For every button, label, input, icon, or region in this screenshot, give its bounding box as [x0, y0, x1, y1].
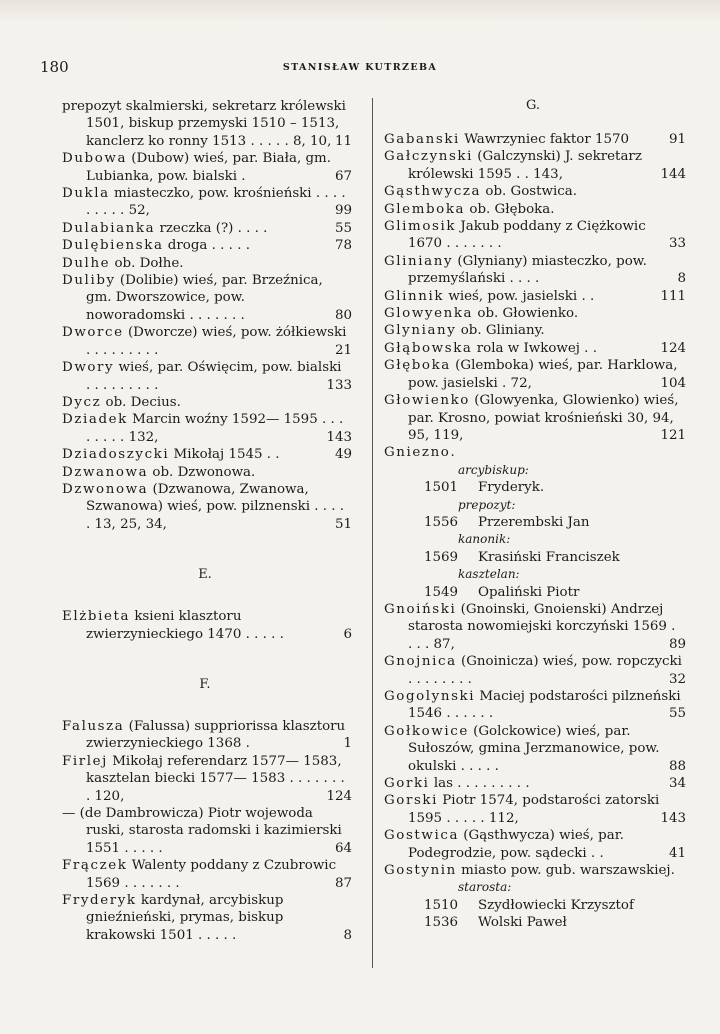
entry-pages: 11 — [334, 133, 352, 149]
entry-text: (Falussa) suppriorissa klasztoru zwierzynieckiego 1368 . — [86, 718, 346, 752]
entry-pages: 33 — [668, 236, 686, 252]
index-entry — [62, 892, 352, 944]
entry-pages: 8 — [677, 271, 686, 287]
index-entry — [384, 688, 686, 723]
entry-keyword: Gniezno — [384, 445, 451, 461]
entry-keyword: Głąbowska — [384, 340, 473, 356]
sub-name: Wolski Paweł — [478, 915, 567, 931]
entry-text: Piotr 1574, podstarości zatorski 1595 . . . . . 112, — [408, 793, 660, 826]
sub-entry — [384, 479, 682, 496]
entry-keyword: Gabanski — [384, 132, 460, 147]
entry-pages: 51 — [334, 516, 352, 532]
index-entry — [384, 340, 686, 357]
e-entries — [62, 608, 352, 643]
index-entry — [62, 753, 352, 805]
entry-pages: 34 — [668, 776, 686, 792]
entry-text: (Dolibie) wieś, par. Brzeźnica, gm. Dworszowice, pow. noworadomski . . . . . . . — [86, 273, 323, 323]
entry-keyword: Głowienko — [384, 393, 470, 409]
right-column — [384, 98, 686, 932]
index-entry — [62, 394, 348, 411]
sub-name: Krasiński Franciszek — [478, 549, 620, 565]
entry-text: miasteczko, pow. krośnieński . . . . . . . . . 52, — [86, 186, 346, 219]
index-entry — [384, 131, 686, 148]
sub-name: Szydłowiecki Krzysztof — [478, 897, 634, 913]
entry-pages: 88 — [668, 758, 686, 774]
entry-text: Maciej podstarości pilzneński 1546 . . . . . . — [408, 689, 681, 722]
index-entry — [62, 805, 352, 857]
entry-keyword: Gnoiński — [384, 601, 457, 617]
index-entry — [384, 253, 686, 288]
sub-entry — [384, 914, 682, 931]
index-entry — [384, 288, 686, 305]
entry-pages: 21 — [334, 342, 352, 358]
index-entry — [62, 464, 348, 481]
entry-keyword: Dukla — [62, 186, 110, 202]
g-entries-b — [384, 601, 686, 880]
entry-keyword: Duliby — [62, 273, 116, 289]
entry-text: Wawrzyniec faktor 1570 — [459, 132, 630, 147]
index-entry — [384, 322, 682, 339]
entry-pages: 80 — [334, 307, 352, 323]
entry-text: (Galczynski) J. sekretarz królewski 1595 . . 143, — [408, 149, 642, 182]
section-heading-e: E. — [198, 567, 212, 583]
index-entry — [62, 98, 352, 150]
entry-pages: 89 — [668, 636, 686, 652]
index-entry — [384, 218, 686, 253]
sub-name: Przerembski Jan — [478, 514, 590, 530]
sub-year: 1501 — [424, 480, 459, 496]
entry-keyword: Dwory — [62, 360, 115, 376]
entry-text: . — [450, 445, 455, 461]
gniezno-subentries — [384, 462, 682, 601]
index-entry — [384, 723, 686, 775]
sub-role: prepozyt: — [458, 497, 516, 512]
index-entry — [62, 150, 352, 185]
entry-keyword: Glimosik — [384, 219, 457, 235]
index-entry — [62, 411, 352, 446]
entry-text: ksieni klasztoru zwierzynieckiego 1470 . . . . . — [86, 609, 284, 642]
index-entry — [62, 324, 352, 359]
entry-keyword: Dulębienska — [62, 238, 164, 254]
entry-text: prepozyt skalmierski, sekretarz królewski 1501, biskup przemyski 1510 – 1513, kanclerz ko ronny 1513 . . . . . 8, 10, — [62, 99, 346, 149]
entry-text: droga . . . . . — [163, 238, 250, 254]
entry-keyword: Gostwica — [384, 828, 460, 844]
entry-keyword: Dulabianka — [62, 220, 156, 236]
entry-pages: 41 — [668, 845, 686, 861]
entry-pages: 64 — [334, 840, 352, 856]
entry-text: (Gnoinicza) wieś, pow. ropczycki . . . . . . . . — [408, 654, 682, 687]
entry-pages: 67 — [334, 168, 352, 184]
sub-entry — [384, 549, 682, 566]
index-entry — [384, 201, 682, 218]
index-entry — [384, 775, 686, 792]
entry-keyword: Gorski — [384, 793, 439, 809]
entry-text: ob. Głęboka. — [465, 201, 555, 217]
index-entry — [62, 255, 348, 272]
section-heading-f: F. — [199, 676, 211, 692]
index-entry — [384, 862, 682, 879]
index-entry — [62, 220, 352, 237]
entry-pages: 143 — [660, 810, 686, 826]
entry-keyword: Dzwanowa — [62, 464, 149, 480]
index-entry — [384, 792, 686, 827]
index-entry — [384, 601, 686, 653]
entry-text: (Gąsthwycza) wieś, par. Podegrodzie, pow. sądecki . . — [408, 828, 624, 861]
index-entry — [62, 857, 352, 892]
entry-text: rola w Iwkowej . . — [472, 340, 597, 356]
entry-pages: 32 — [668, 671, 686, 687]
sub-role: starosta: — [458, 880, 512, 895]
entry-keyword: Gałczynski — [384, 149, 474, 165]
running-head: STANISŁAW KUTRZEBA — [282, 62, 438, 73]
index-entry — [62, 446, 352, 463]
entry-text: (Golckowice) wieś, par. Sułoszów, gmina Jerzmanowice, pow. okulski . . . . . — [408, 723, 660, 774]
entry-keyword: Falusza — [62, 718, 125, 734]
entry-text: (Glemboka) wieś, par. Harklowa, pow. jasielski . 72, — [408, 358, 678, 391]
entry-keyword: Dworce — [62, 325, 124, 341]
entry-pages: 1 — [343, 736, 352, 752]
index-entry — [384, 183, 682, 200]
sub-year: 1556 — [424, 514, 459, 530]
entry-text: las . . . . . . . . . — [429, 776, 530, 792]
entry-keyword: Dzwonowa — [62, 481, 149, 497]
entry-text: wieś, pow. jasielski . . — [444, 288, 595, 304]
sub-year: 1536 — [424, 915, 459, 931]
entry-pages: 104 — [660, 375, 686, 391]
entry-text: (Dubow) wieś, par. Biała, gm. Lubianka, pow. bialski . — [86, 151, 331, 184]
scan-noise-band — [0, 0, 720, 22]
entry-pages: 49 — [334, 447, 352, 463]
entry-text: miasto pow. gub. warszawskiej. — [456, 863, 675, 879]
entry-text: ob. Głowienko. — [473, 306, 579, 322]
sub-entry — [384, 584, 682, 601]
entry-keyword: Gąsthwycza — [384, 184, 482, 200]
entry-pages: 124 — [660, 340, 686, 356]
entry-keyword: Glyniany — [384, 323, 457, 339]
entry-text: (Glyniany) miasteczko, pow. przemyślański . . . . — [408, 253, 647, 287]
entry-text: Jakub poddany z Ciężkowic 1670 . . . . . . . — [408, 219, 646, 252]
sub-role: arcybiskup: — [458, 462, 529, 477]
entry-keyword: Dycz — [62, 394, 102, 410]
left-column — [62, 98, 352, 944]
index-entry — [62, 608, 352, 643]
entry-text: (Glowyenka, Glowienko) wieś, par. Krosno, powiat krośnieński 30, 94, 95, 119, — [408, 393, 679, 443]
entry-keyword: Glemboka — [384, 201, 466, 217]
entry-pages: 133 — [326, 377, 352, 393]
entry-text: ob. Dzwonowa. — [148, 464, 256, 480]
index-entry — [384, 148, 686, 183]
entry-text: wieś, par. Oświęcim, pow. bialski . . . . . . . . . — [86, 360, 342, 393]
entry-pages: 91 — [668, 132, 686, 147]
entry-pages: 78 — [334, 238, 352, 254]
sub-name: Fryderyk. — [478, 480, 545, 496]
entry-pages: 55 — [668, 706, 686, 722]
entry-text: Marcin woźny 1592— 1595 . . . . . . . . 132, — [86, 412, 344, 445]
sub-entry — [384, 514, 682, 531]
index-entry — [62, 481, 352, 533]
entry-keyword: Gliniany — [384, 253, 454, 269]
sub-name: Opaliński Piotr — [478, 584, 580, 600]
entry-keyword: Głęboka — [384, 358, 451, 374]
gostynin-subentries — [384, 879, 682, 931]
g-entries-a — [384, 131, 686, 462]
entry-text: (Gnoinski, Gnoienski) Andrzej starosta nowomiejski korczyński 1569 . . . . 87, — [408, 601, 676, 652]
entry-pages: 124 — [326, 788, 352, 804]
index-entry — [384, 653, 686, 688]
entry-keyword: Gorki — [384, 776, 430, 792]
entry-keyword: Dulhe — [62, 255, 111, 271]
entry-text: rzeczka (?) . . . . — [155, 220, 268, 236]
sub-year: 1569 — [424, 549, 459, 565]
entry-text: — (de Dambrowicza) Piotr wojewoda ruski, starosta radomski i kazimierski 1551 . . . . . — [62, 806, 342, 856]
entry-text: kardynał, arcybiskup gnieźnieński, prymas, biskup krakowski 1501 . . . . . — [86, 893, 284, 943]
entry-keyword: Gostynin — [384, 863, 457, 879]
entry-keyword: Fryderyk — [62, 893, 137, 909]
entry-pages: 144 — [660, 166, 686, 182]
entry-text: ob. Gliniany. — [456, 323, 545, 339]
index-entry — [62, 272, 352, 324]
sub-role: kasztelan: — [458, 567, 520, 582]
entry-text: ob. Dołhe. — [110, 255, 184, 271]
entry-text: Mikołaj referendarz 1577— 1583, kasztelan biecki 1577— 1583 . . . . . . . . 120, — [86, 753, 345, 804]
entry-keyword: Frączek — [62, 858, 128, 874]
index-entry — [62, 185, 352, 220]
entry-text: (Dzwanowa, Zwanowa, Szwanowa) wieś, pow. pilznenski . . . . . 13, 25, 34, — [86, 481, 345, 532]
entry-keyword: Gnojnica — [384, 654, 457, 670]
index-entry — [384, 305, 682, 322]
index-entry — [384, 392, 686, 444]
d-entries — [62, 98, 352, 533]
f-entries — [62, 718, 352, 944]
index-entry — [62, 718, 352, 753]
entry-keyword: Dziadek — [62, 412, 128, 428]
entry-text: (Dworcze) wieś, pow. żółkiewski . . . . . . . . . — [86, 325, 347, 358]
index-entry — [384, 357, 686, 392]
entry-keyword: Elżbieta — [62, 609, 131, 625]
entry-keyword: Glinnik — [384, 288, 445, 304]
sub-entry — [384, 897, 682, 914]
entry-pages: 55 — [334, 220, 352, 236]
entry-pages: 6 — [343, 626, 352, 642]
column-rule — [372, 98, 373, 968]
sub-year: 1510 — [424, 897, 459, 913]
index-entry — [62, 359, 352, 394]
entry-text: Mikołaj 1545 . . — [169, 447, 280, 463]
index-entry — [384, 827, 686, 862]
index-entry — [62, 237, 352, 254]
entry-keyword: Gogolynski — [384, 689, 476, 704]
entry-keyword: Glowyenka — [384, 306, 474, 322]
page-number: 180 — [40, 58, 69, 76]
entry-pages: 99 — [334, 203, 352, 219]
entry-text: ob. Gostwica. — [481, 184, 578, 200]
entry-keyword: Dubowa — [62, 151, 128, 167]
entry-pages: 143 — [326, 429, 352, 445]
entry-keyword: Firlej — [62, 753, 108, 769]
sub-year: 1549 — [424, 584, 459, 600]
sub-role: kanonik: — [458, 532, 511, 547]
entry-text: Walenty poddany z Czubrowic 1569 . . . . . . . — [86, 858, 337, 891]
index-entry — [384, 444, 682, 461]
entry-pages: 121 — [660, 427, 686, 443]
section-heading-g: G. — [525, 98, 541, 113]
entry-text: ob. Decius. — [101, 394, 181, 410]
entry-keyword: Dziadoszycki — [62, 447, 170, 463]
entry-keyword: Gołkowice — [384, 723, 469, 739]
entry-pages: 8 — [343, 927, 352, 943]
entry-pages: 87 — [334, 875, 352, 891]
entry-pages: 111 — [660, 288, 686, 304]
